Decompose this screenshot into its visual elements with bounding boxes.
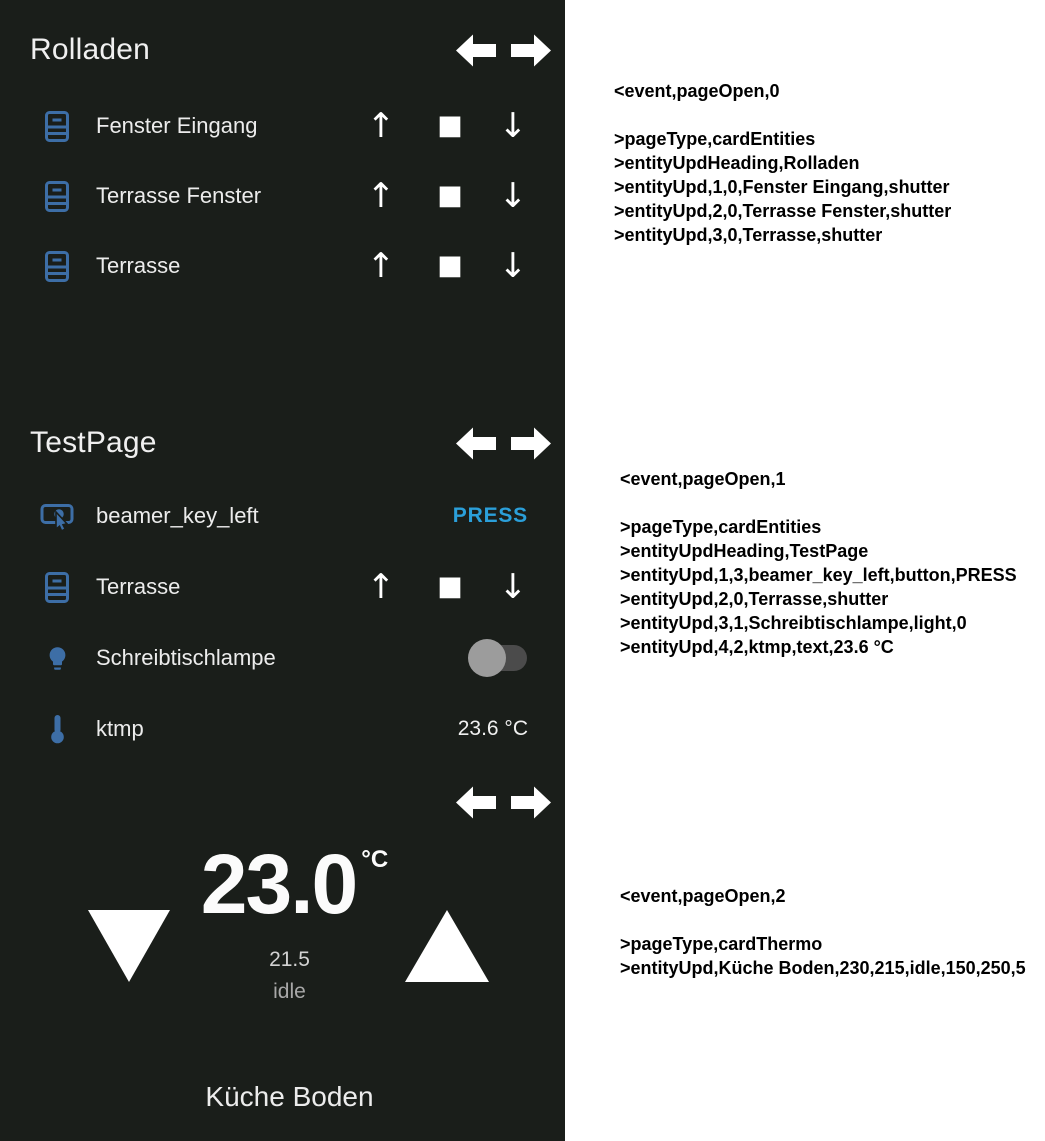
protocol-line: >entityUpd,4,2,ktmp,text,23.6 °C	[620, 637, 894, 657]
shutter-up-button[interactable]: ↑	[366, 106, 396, 146]
shutter-up-button[interactable]: ↑	[366, 246, 396, 286]
protocol-line: >entityUpd,3,1,Schreibtischlampe,light,0	[620, 613, 967, 633]
lightbulb-icon	[40, 641, 74, 675]
entity-row	[40, 638, 540, 678]
card-header	[30, 423, 551, 463]
entity-label: beamer_key_left	[96, 503, 259, 528]
nav-left-icon[interactable]	[456, 427, 496, 460]
entity-label: Terrasse	[96, 574, 181, 599]
card-testpage	[0, 420, 565, 770]
entity-row	[40, 106, 540, 146]
protocol-event-line: <event,pageOpen,1	[620, 469, 786, 489]
protocol-line: >entityUpd,1,3,beamer_key_left,button,PRESS	[620, 565, 1017, 585]
protocol-line: >entityUpd,Küche Boden,230,215,idle,150,250,5	[620, 958, 1026, 978]
page-title: TestPage	[30, 426, 157, 459]
hvac-state: idle	[273, 980, 306, 1003]
sensor-value: 23.6 °C	[457, 717, 528, 740]
toggle-knob[interactable]	[468, 639, 506, 677]
entity-row	[40, 496, 540, 536]
protocol-line: >entityUpdHeading,Rolladen	[614, 153, 860, 173]
shutter-down-button[interactable]: ↓	[498, 106, 528, 146]
protocol-event-line: <event,pageOpen,0	[614, 81, 780, 101]
entity-row	[40, 246, 540, 286]
card-rolladen	[0, 0, 565, 420]
protocol-line: >pageType,cardEntities	[620, 517, 822, 537]
entity-label: ktmp	[96, 716, 144, 741]
shutter-icon	[40, 570, 74, 604]
protocol-line: >entityUpd,1,0,Fenster Eingang,shutter	[614, 177, 950, 197]
shutter-down-button[interactable]: ↓	[498, 176, 528, 216]
entity-label: Fenster Eingang	[96, 113, 258, 138]
protocol-line: >entityUpd,2,0,Terrasse Fenster,shutter	[614, 201, 952, 221]
card-header	[30, 30, 551, 70]
annotation-block-page0	[614, 79, 951, 247]
temperature-unit: °C	[361, 846, 389, 873]
protocol-line: >entityUpdHeading,TestPage	[620, 541, 869, 561]
protocol-annotations	[565, 0, 1045, 1141]
nav-left-icon[interactable]	[456, 786, 496, 819]
card-thermostat	[0, 770, 565, 1141]
nav-right-icon[interactable]	[511, 427, 551, 460]
thermometer-icon	[40, 712, 74, 746]
page-title: Rolladen	[30, 33, 151, 66]
shutter-up-button[interactable]: ↑	[366, 567, 396, 607]
shutter-icon	[40, 109, 74, 143]
entity-row	[40, 176, 540, 216]
toggle-switch[interactable]	[471, 645, 527, 671]
page-nav	[456, 34, 551, 67]
target-temperature: 21.5	[269, 948, 310, 971]
nav-right-icon[interactable]	[511, 34, 551, 67]
shutter-stop-button[interactable]: ■	[437, 570, 463, 602]
protocol-event-line: <event,pageOpen,2	[620, 886, 786, 906]
annotation-block-page2	[620, 884, 1026, 980]
entity-label: Schreibtischlampe	[96, 645, 276, 670]
press-button[interactable]: PRESS	[452, 504, 528, 527]
protocol-line: >pageType,cardEntities	[614, 129, 816, 149]
thermostat-title: Küche Boden	[205, 1081, 374, 1112]
entity-label: Terrasse Fenster	[96, 183, 262, 208]
shutter-stop-button[interactable]: ■	[437, 109, 463, 141]
protocol-line: >pageType,cardThermo	[620, 934, 823, 954]
shutter-icon	[40, 179, 74, 213]
nav-right-icon[interactable]	[511, 786, 551, 819]
nav-left-icon[interactable]	[456, 34, 496, 67]
protocol-line: >entityUpd,2,0,Terrasse,shutter	[620, 589, 889, 609]
page-nav	[456, 427, 551, 460]
current-temperature: 23.0	[200, 837, 357, 931]
shutter-up-button[interactable]: ↑	[366, 176, 396, 216]
entity-label: Terrasse	[96, 253, 181, 278]
entity-row	[40, 567, 540, 607]
shutter-stop-button[interactable]: ■	[437, 249, 463, 281]
shutter-icon	[40, 249, 74, 283]
shutter-stop-button[interactable]: ■	[437, 179, 463, 211]
gesture-tap-icon	[40, 499, 74, 533]
shutter-down-button[interactable]: ↓	[498, 567, 528, 607]
shutter-down-button[interactable]: ↓	[498, 246, 528, 286]
annotation-block-page1	[620, 467, 1017, 659]
protocol-line: >entityUpd,3,0,Terrasse,shutter	[614, 225, 883, 245]
page-nav	[456, 786, 551, 819]
entity-row	[40, 709, 540, 749]
